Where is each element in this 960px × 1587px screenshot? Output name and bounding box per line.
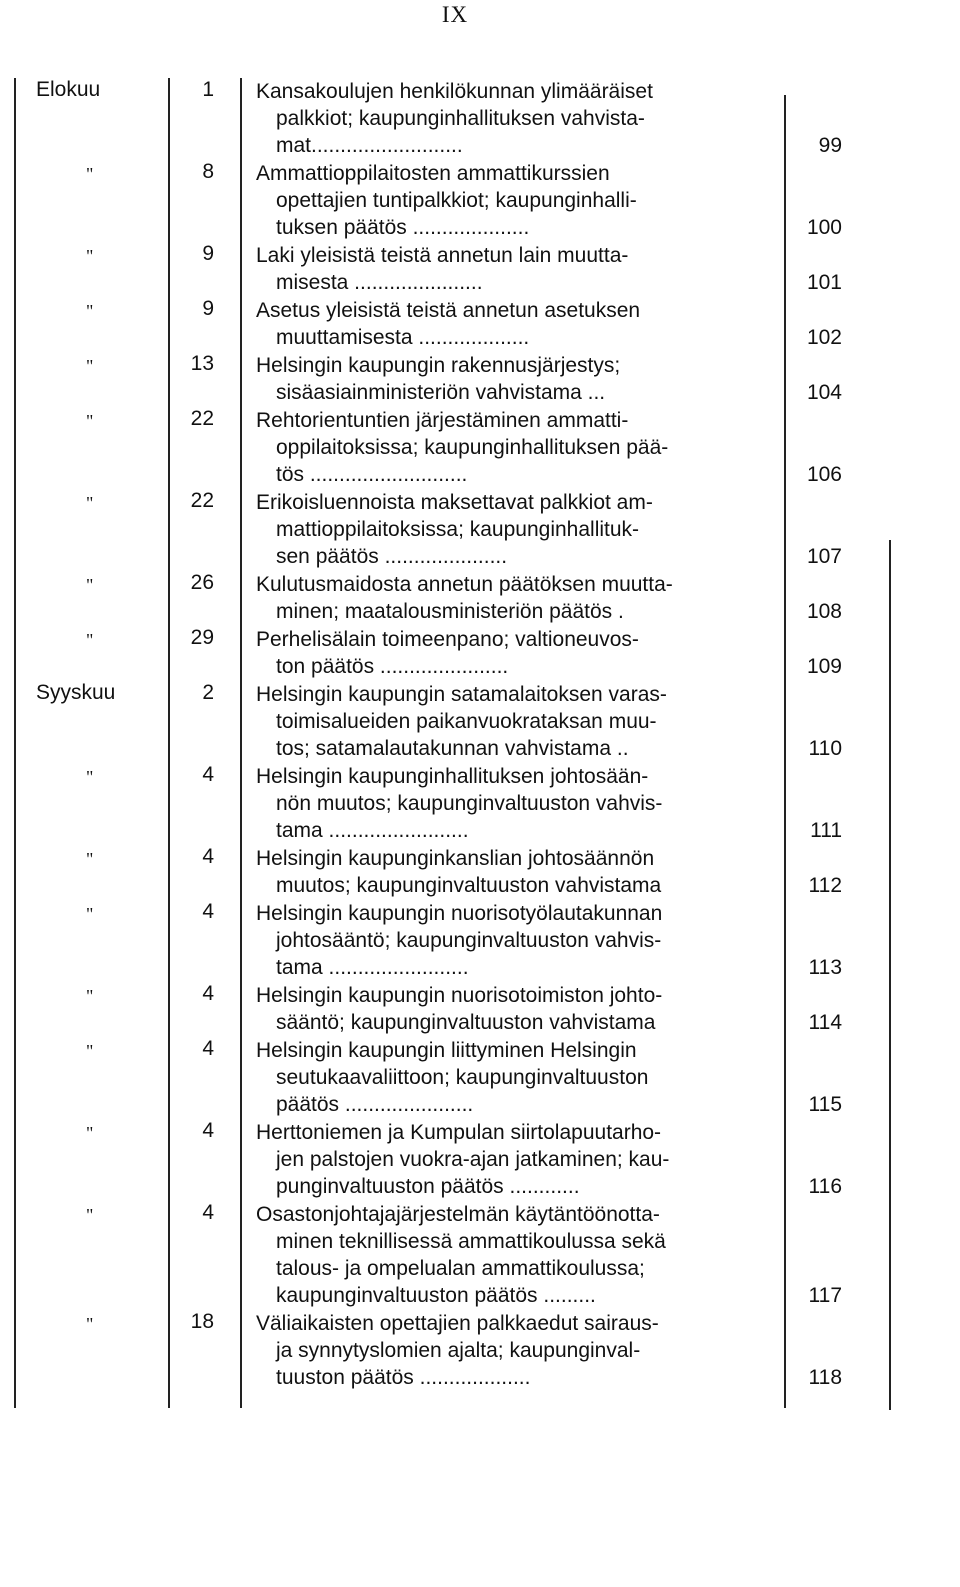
index-entry <box>0 571 960 625</box>
entry-title-line: Helsingin kaupunginhallituksen johtosään- <box>256 765 649 788</box>
entry-title-line: muutos; kaupunginvaltuuston vahvistama <box>276 874 662 897</box>
entry-page-number: 111 <box>810 819 842 842</box>
entry-month: " <box>86 411 94 431</box>
entry-month: Elokuu <box>36 78 101 101</box>
entry-day: 4 <box>202 1201 214 1224</box>
entry-title-line: tuksen päätös .................... <box>276 216 530 239</box>
index-entry <box>0 681 960 762</box>
entry-title-line: Ammattioppilaitosten ammattikurssien <box>256 162 610 185</box>
index-entry <box>0 900 960 981</box>
entry-page-number: 100 <box>806 216 842 239</box>
entry-title <box>256 1310 776 1391</box>
entry-title-line: sen päätös ..................... <box>276 545 508 568</box>
entry-month: " <box>86 1123 94 1143</box>
entry-title-line: minen; maatalousministeriön päätös . <box>276 600 624 623</box>
index-entry <box>0 1310 960 1391</box>
entry-month: " <box>86 767 94 787</box>
entry-month: " <box>86 1041 94 1061</box>
entry-page-number: 107 <box>806 545 842 568</box>
entry-title <box>256 242 776 296</box>
entry-title-line: mattioppilaitoksissa; kaupunginhallituk- <box>276 518 640 541</box>
entry-title-line: Laki yleisistä teistä annetun lain muutta- <box>256 244 629 267</box>
entry-page-number: 115 <box>808 1093 842 1116</box>
entry-title-line: sääntö; kaupunginvaltuuston vahvistama <box>276 1011 656 1034</box>
entry-month: " <box>86 849 94 869</box>
entry-title-line: päätös ...................... <box>276 1093 474 1116</box>
entry-page-number: 102 <box>806 326 842 349</box>
entry-title-line: oppilaitoksissa; kaupunginhallituksen pää- <box>276 436 669 459</box>
entry-month: " <box>86 164 94 184</box>
entry-title-line: Kansakoulujen henkilökunnan ylimääräiset <box>256 80 653 103</box>
entry-page-number: 117 <box>808 1284 842 1307</box>
entry-page-number: 101 <box>806 271 842 294</box>
entry-month: " <box>86 986 94 1006</box>
entry-title <box>256 845 776 899</box>
entry-month: " <box>86 630 94 650</box>
entry-title <box>256 297 776 351</box>
entry-day: 4 <box>202 845 214 868</box>
entry-month: " <box>86 301 94 321</box>
entry-day: 9 <box>202 297 214 320</box>
entry-day: 26 <box>190 571 214 594</box>
entry-page-number: 112 <box>808 874 842 897</box>
entry-title-line: opettajien tuntipalkkiot; kaupunginhalli- <box>276 189 637 212</box>
index-table <box>0 78 960 1391</box>
entry-title-line: tuuston päätös ................... <box>276 1366 531 1389</box>
entry-day: 4 <box>202 1037 214 1060</box>
entry-day: 29 <box>190 626 214 649</box>
entry-title-line: Helsingin kaupungin nuorisotoimiston johto- <box>256 984 663 1007</box>
entry-title-line: seutukaavaliittoon; kaupunginvaltuuston <box>276 1066 649 1089</box>
entry-day: 2 <box>202 681 214 704</box>
entry-title-line: Asetus yleisistä teistä annetun asetuksen <box>256 299 641 322</box>
entry-title-line: Helsingin kaupunginkanslian johtosäännön <box>256 847 655 870</box>
entry-title <box>256 571 776 625</box>
entry-day: 9 <box>202 242 214 265</box>
entry-title-line: muuttamisesta ................... <box>276 326 530 349</box>
index-entry <box>0 78 960 159</box>
index-entry <box>0 242 960 296</box>
entry-title-line: Osastonjohtajajärjestelmän käytäntöönotta- <box>256 1203 660 1226</box>
index-entry <box>0 160 960 241</box>
entry-day: 4 <box>202 982 214 1005</box>
index-entry <box>0 626 960 680</box>
index-entry <box>0 763 960 844</box>
entry-title-line: Herttoniemen ja Kumpulan siirtolapuutarho- <box>256 1121 662 1144</box>
entry-title-line: jen palstojen vuokra-ajan jatkaminen; kau- <box>276 1148 670 1171</box>
entry-month: " <box>86 904 94 924</box>
entry-page-number: 99 <box>818 134 842 157</box>
index-entry <box>0 352 960 406</box>
entry-title-line: Kulutusmaidosta annetun päätöksen muutta- <box>256 573 673 596</box>
entry-month: " <box>86 356 94 376</box>
entry-title-line: minen teknillisessä ammattikoulussa sekä <box>276 1230 666 1253</box>
index-entry <box>0 489 960 570</box>
entry-title <box>256 160 776 241</box>
entry-title-line: palkkiot; kaupunginhallituksen vahvista- <box>276 107 645 130</box>
index-entry <box>0 845 960 899</box>
entry-month: Syyskuu <box>36 681 116 704</box>
entry-title-line: punginvaltuuston päätös ............ <box>276 1175 580 1198</box>
entry-title-line: tama ........................ <box>276 956 469 979</box>
entry-page-number: 118 <box>808 1366 842 1389</box>
entry-title-line: nön muutos; kaupunginvaltuuston vahvis- <box>276 792 663 815</box>
entry-title-line: johtosääntö; kaupunginvaltuuston vahvis- <box>276 929 662 952</box>
entry-month: " <box>86 1314 94 1334</box>
entry-title-line: Helsingin kaupungin liittyminen Helsingin <box>256 1039 637 1062</box>
index-entry <box>0 407 960 488</box>
entry-title-line: ton päätös ...................... <box>276 655 509 678</box>
entry-title <box>256 352 776 406</box>
entry-title-line: kaupunginvaltuuston päätös ......... <box>276 1284 596 1307</box>
entry-title-line: Perhelisälain toimeenpano; valtioneuvos- <box>256 628 639 651</box>
entry-month: " <box>86 493 94 513</box>
entry-page-number: 116 <box>808 1175 842 1198</box>
entry-title-line: Helsingin kaupungin satamalaitoksen varas- <box>256 683 667 706</box>
entry-month: " <box>86 1205 94 1225</box>
entry-day: 1 <box>202 78 214 101</box>
index-entry <box>0 982 960 1036</box>
entry-day: 18 <box>190 1310 214 1333</box>
entry-title-line: Helsingin kaupungin nuorisotyölautakunnan <box>256 902 663 925</box>
entry-title-line: misesta ...................... <box>276 271 483 294</box>
page-number: IX <box>441 2 469 27</box>
entry-title <box>256 1119 776 1200</box>
index-entry <box>0 1119 960 1200</box>
entry-title-line: toimisalueiden paikanvuokrataksan muu- <box>276 710 657 733</box>
entry-day: 22 <box>190 407 214 430</box>
entry-page-number: 109 <box>806 655 842 678</box>
entry-day: 4 <box>202 763 214 786</box>
entry-title-line: sisäasiainministeriön vahvistama ... <box>276 381 606 404</box>
entry-title-line: ja synnytyslomien ajalta; kaupunginval- <box>276 1339 641 1362</box>
entry-title <box>256 763 776 844</box>
entry-title-line: Erikoisluennoista maksettavat palkkiot am- <box>256 491 653 514</box>
entry-title <box>256 1201 776 1309</box>
entry-title <box>256 900 776 981</box>
entry-page-number: 108 <box>806 600 842 623</box>
entry-day: 22 <box>190 489 214 512</box>
entry-month: " <box>86 246 94 266</box>
entry-title <box>256 626 776 680</box>
entry-title <box>256 78 776 159</box>
entry-title <box>256 1037 776 1118</box>
entry-title-line: Rehtorientuntien järjestäminen ammatti- <box>256 409 629 432</box>
entry-title-line: Helsingin kaupungin rakennusjärjestys; <box>256 354 621 377</box>
entry-page-number: 113 <box>808 956 842 979</box>
entry-page-number: 114 <box>808 1011 842 1034</box>
index-entry <box>0 1201 960 1309</box>
entry-page-number: 104 <box>806 381 842 404</box>
entry-title <box>256 407 776 488</box>
entry-page-number: 110 <box>808 737 842 760</box>
entry-page-number: 106 <box>806 463 842 486</box>
entry-title-line: Väliaikaisten opettajien palkkaedut sairaus- <box>256 1312 659 1335</box>
entry-day: 8 <box>202 160 214 183</box>
entry-title-line: tös ........................... <box>276 463 468 486</box>
index-entry <box>0 297 960 351</box>
entry-title-line: talous- ja ompelualan ammattikoulussa; <box>276 1257 645 1280</box>
entry-day: 4 <box>202 900 214 923</box>
index-entry <box>0 1037 960 1118</box>
entry-title-line: mat.......................... <box>276 134 463 157</box>
entry-month: " <box>86 575 94 595</box>
entry-day: 4 <box>202 1119 214 1142</box>
entry-title <box>256 681 776 762</box>
entry-title <box>256 982 776 1036</box>
entry-title-line: tos; satamalautakunnan vahvistama .. <box>276 737 629 760</box>
entry-title-line: tama ........................ <box>276 819 469 842</box>
entry-day: 13 <box>190 352 214 375</box>
entry-title <box>256 489 776 570</box>
